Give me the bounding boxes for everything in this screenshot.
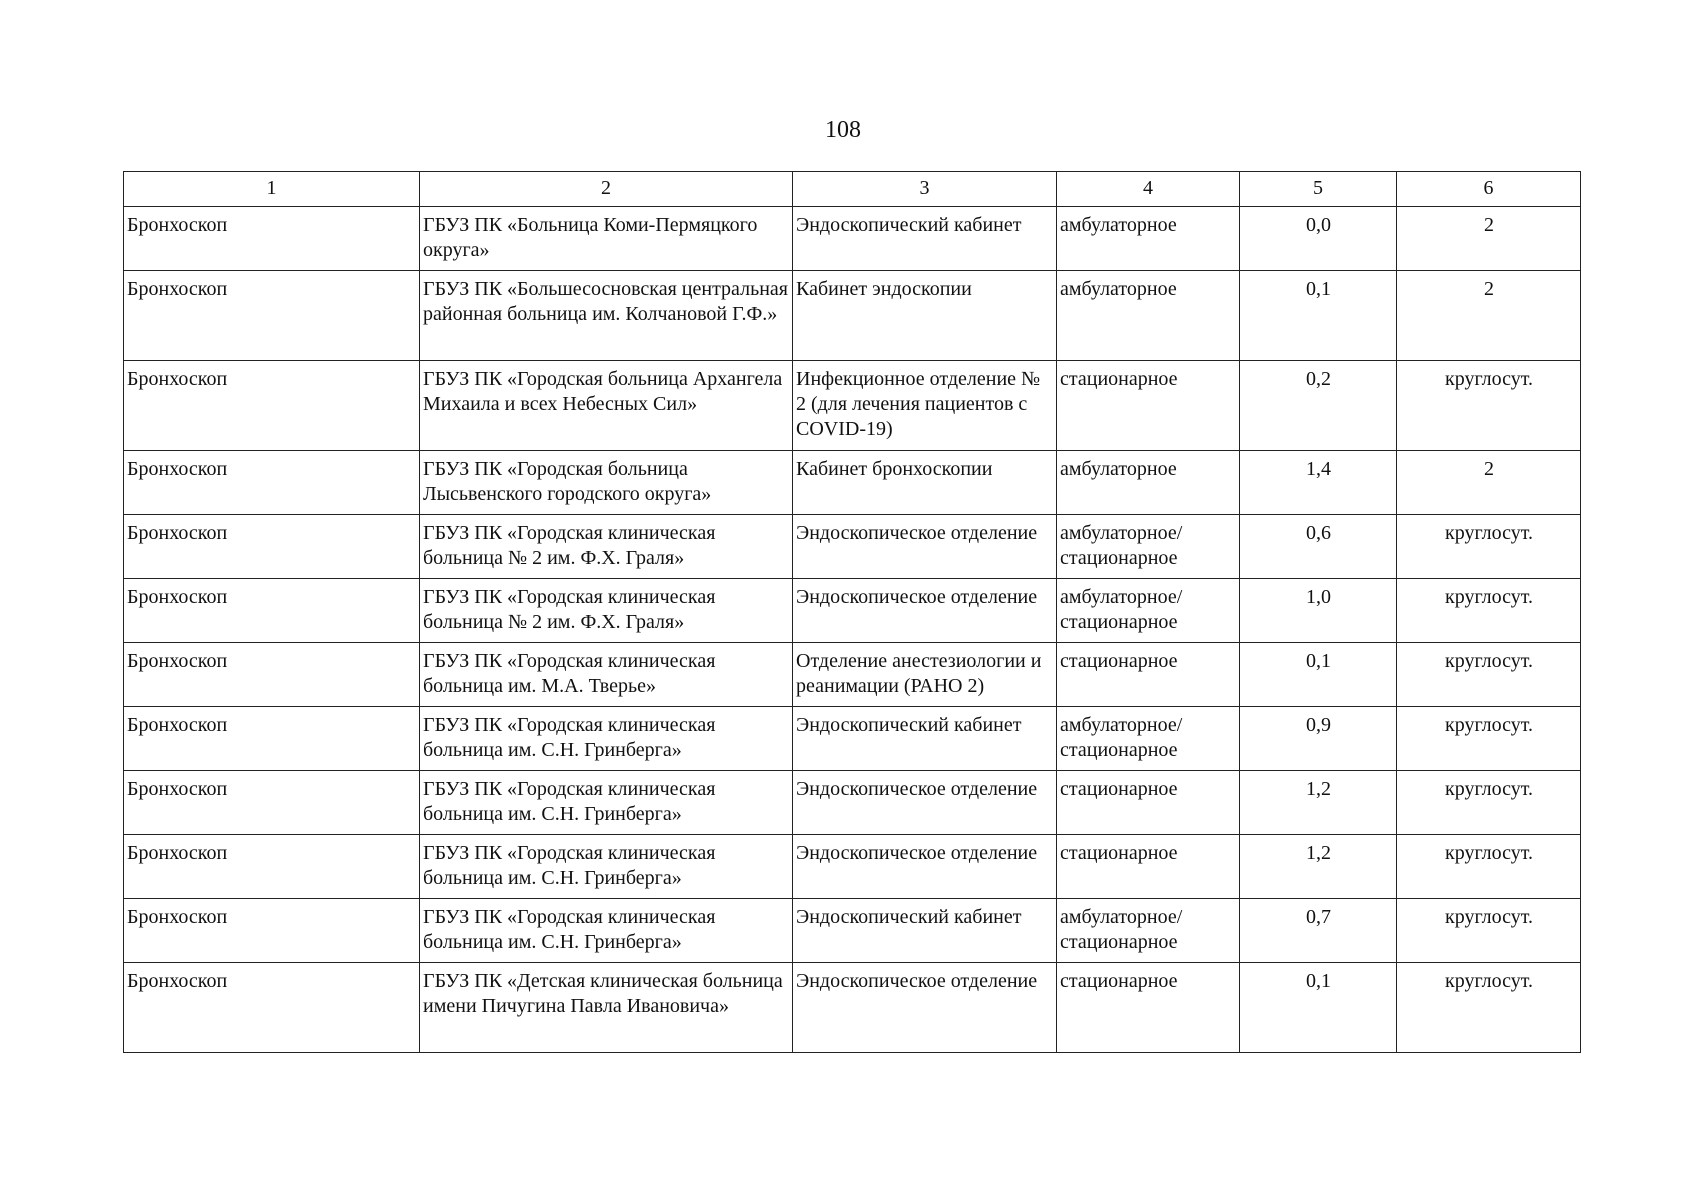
care-type-cell: стационарное	[1057, 643, 1240, 707]
equipment-cell: Бронхоскоп	[124, 899, 420, 963]
table-row	[124, 515, 1581, 579]
institution-cell: ГБУЗ ПК «Городская клиническая больница им. С.Н. Гринберга»	[420, 771, 793, 835]
care-type-cell: амбулаторное	[1057, 207, 1240, 271]
institution-cell: ГБУЗ ПК «Большесосновская центральная районная больница им. Колчановой Г.Ф.»	[420, 271, 793, 361]
equipment-cell: Бронхоскоп	[124, 579, 420, 643]
institution-cell: ГБУЗ ПК «Детская клиническая больница имени Пичугина Павла Ивановича»	[420, 963, 793, 1053]
institution-cell: ГБУЗ ПК «Городская клиническая больница им. С.Н. Гринберга»	[420, 707, 793, 771]
shift-cell: круглосут.	[1397, 515, 1581, 579]
care-type-cell: амбулаторное/ стационарное	[1057, 899, 1240, 963]
shift-cell: круглосут.	[1397, 835, 1581, 899]
load-value-cell: 0,0	[1240, 207, 1397, 271]
care-type-cell: амбулаторное	[1057, 271, 1240, 361]
institution-cell: ГБУЗ ПК «Больница Коми-Пермяцкого округа»	[420, 207, 793, 271]
shift-cell: круглосут.	[1397, 963, 1581, 1053]
department-cell: Эндоскопический кабинет	[793, 899, 1057, 963]
institution-cell: ГБУЗ ПК «Городская клиническая больница им. С.Н. Гринберга»	[420, 835, 793, 899]
load-value-cell: 0,1	[1240, 271, 1397, 361]
column-header-1: 1	[124, 172, 420, 207]
shift-cell: 2	[1397, 451, 1581, 515]
column-header-4: 4	[1057, 172, 1240, 207]
load-value-cell: 1,2	[1240, 835, 1397, 899]
page-number: 108	[825, 117, 861, 143]
shift-cell: круглосут.	[1397, 899, 1581, 963]
load-value-cell: 1,2	[1240, 771, 1397, 835]
table-row	[124, 271, 1581, 361]
department-cell: Эндоскопическое отделение	[793, 515, 1057, 579]
column-header-2: 2	[420, 172, 793, 207]
care-type-cell: стационарное	[1057, 361, 1240, 451]
institution-cell: ГБУЗ ПК «Городская клиническая больница № 2 им. Ф.Х. Граля»	[420, 579, 793, 643]
column-header-3: 3	[793, 172, 1057, 207]
equipment-cell: Бронхоскоп	[124, 963, 420, 1053]
care-type-cell: амбулаторное	[1057, 451, 1240, 515]
department-cell: Кабинет бронхоскопии	[793, 451, 1057, 515]
institution-cell: ГБУЗ ПК «Городская клиническая больница им. М.А. Тверье»	[420, 643, 793, 707]
department-cell: Инфекционное отделение № 2 (для лечения пациентов с COVID-19)	[793, 361, 1057, 451]
equipment-cell: Бронхоскоп	[124, 361, 420, 451]
equipment-table	[123, 171, 1581, 1053]
equipment-cell: Бронхоскоп	[124, 271, 420, 361]
shift-cell: круглосут.	[1397, 643, 1581, 707]
load-value-cell: 0,1	[1240, 963, 1397, 1053]
department-cell: Эндоскопическое отделение	[793, 771, 1057, 835]
table-row	[124, 707, 1581, 771]
shift-cell: круглосут.	[1397, 579, 1581, 643]
load-value-cell: 1,4	[1240, 451, 1397, 515]
shift-cell: 2	[1397, 271, 1581, 361]
column-header-5: 5	[1240, 172, 1397, 207]
equipment-cell: Бронхоскоп	[124, 707, 420, 771]
care-type-cell: стационарное	[1057, 771, 1240, 835]
department-cell: Эндоскопическое отделение	[793, 835, 1057, 899]
department-cell: Отделение анестезиологии и реанимации (РАНО 2)	[793, 643, 1057, 707]
table-row	[124, 899, 1581, 963]
table-row	[124, 771, 1581, 835]
equipment-cell: Бронхоскоп	[124, 515, 420, 579]
load-value-cell: 0,9	[1240, 707, 1397, 771]
load-value-cell: 1,0	[1240, 579, 1397, 643]
department-cell: Кабинет эндоскопии	[793, 271, 1057, 361]
institution-cell: ГБУЗ ПК «Городская больница Лысьвенского городского округа»	[420, 451, 793, 515]
load-value-cell: 0,6	[1240, 515, 1397, 579]
equipment-cell: Бронхоскоп	[124, 451, 420, 515]
column-header-6: 6	[1397, 172, 1581, 207]
shift-cell: круглосут.	[1397, 361, 1581, 451]
institution-cell: ГБУЗ ПК «Городская клиническая больница им. С.Н. Гринберга»	[420, 899, 793, 963]
table-row	[124, 835, 1581, 899]
shift-cell: круглосут.	[1397, 707, 1581, 771]
institution-cell: ГБУЗ ПК «Городская больница Архангела Михаила и всех Небесных Сил»	[420, 361, 793, 451]
shift-cell: 2	[1397, 207, 1581, 271]
care-type-cell: амбулаторное/ стационарное	[1057, 707, 1240, 771]
department-cell: Эндоскопическое отделение	[793, 963, 1057, 1053]
department-cell: Эндоскопический кабинет	[793, 207, 1057, 271]
care-type-cell: амбулаторное/ стационарное	[1057, 515, 1240, 579]
table-row	[124, 451, 1581, 515]
equipment-cell: Бронхоскоп	[124, 643, 420, 707]
institution-cell: ГБУЗ ПК «Городская клиническая больница № 2 им. Ф.Х. Граля»	[420, 515, 793, 579]
table-row	[124, 643, 1581, 707]
shift-cell: круглосут.	[1397, 771, 1581, 835]
load-value-cell: 0,1	[1240, 643, 1397, 707]
table-row	[124, 579, 1581, 643]
table-row	[124, 361, 1581, 451]
equipment-cell: Бронхоскоп	[124, 835, 420, 899]
care-type-cell: амбулаторное/ стационарное	[1057, 579, 1240, 643]
equipment-cell: Бронхоскоп	[124, 771, 420, 835]
load-value-cell: 0,7	[1240, 899, 1397, 963]
care-type-cell: стационарное	[1057, 835, 1240, 899]
department-cell: Эндоскопический кабинет	[793, 707, 1057, 771]
department-cell: Эндоскопическое отделение	[793, 579, 1057, 643]
table-header-row	[124, 172, 1581, 207]
table-row	[124, 963, 1581, 1053]
equipment-cell: Бронхоскоп	[124, 207, 420, 271]
table-row	[124, 207, 1581, 271]
load-value-cell: 0,2	[1240, 361, 1397, 451]
care-type-cell: стационарное	[1057, 963, 1240, 1053]
